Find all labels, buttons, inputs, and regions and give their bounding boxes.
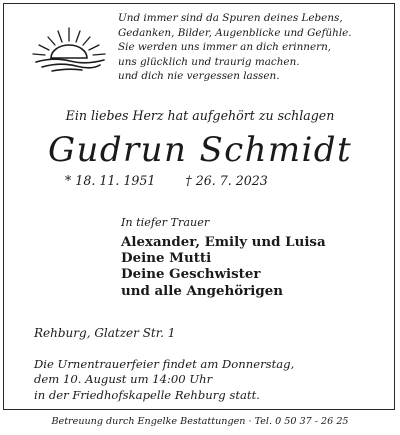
family-line: und alle Angehörigen [121,282,283,299]
death-date: † 26. 7. 2023 [185,173,268,188]
address: Rehburg, Glatzer Str. 1 [34,326,176,340]
intro-text: Ein liebes Herz hat aufgehört zu schlagen [65,108,335,123]
service-info [34,357,384,403]
family-list [121,234,391,299]
family-line: Deine Geschwister [121,266,261,283]
service-line: Die Urnentrauerfeier findet am Donnerstag, [34,357,295,371]
poem [118,11,388,84]
family-line: Deine Mutti [121,250,212,267]
poem-line: uns glücklich und traurig machen. [118,55,300,68]
birth-date: * 18. 11. 1951 [65,173,156,188]
family-line: Alexander, Emily und Luisa [121,234,326,250]
sunset-icon [30,24,108,74]
poem-line: Sie werden uns immer an dich erinnern, [118,41,332,54]
poem-line: und dich nie vergessen lassen. [118,70,280,83]
service-line: in der Friedhofskapelle Rehburg statt. [34,387,260,402]
mourning-label: In tiefer Trauer [121,216,210,229]
deceased-name: Gudrun Schmidt [47,130,353,170]
life-dates [65,173,325,188]
poem-line: Gedanken, Bilder, Augenblicke und Gefühle. [118,26,352,39]
service-line: dem 10. August um 14:00 Uhr [34,372,213,387]
funeral-home-footer: Betreuung durch Engelke Bestattungen · Tel. 0 50 37 - 26 25 [51,416,349,427]
poem-line: Und immer sind da Spuren deines Lebens, [118,12,343,24]
